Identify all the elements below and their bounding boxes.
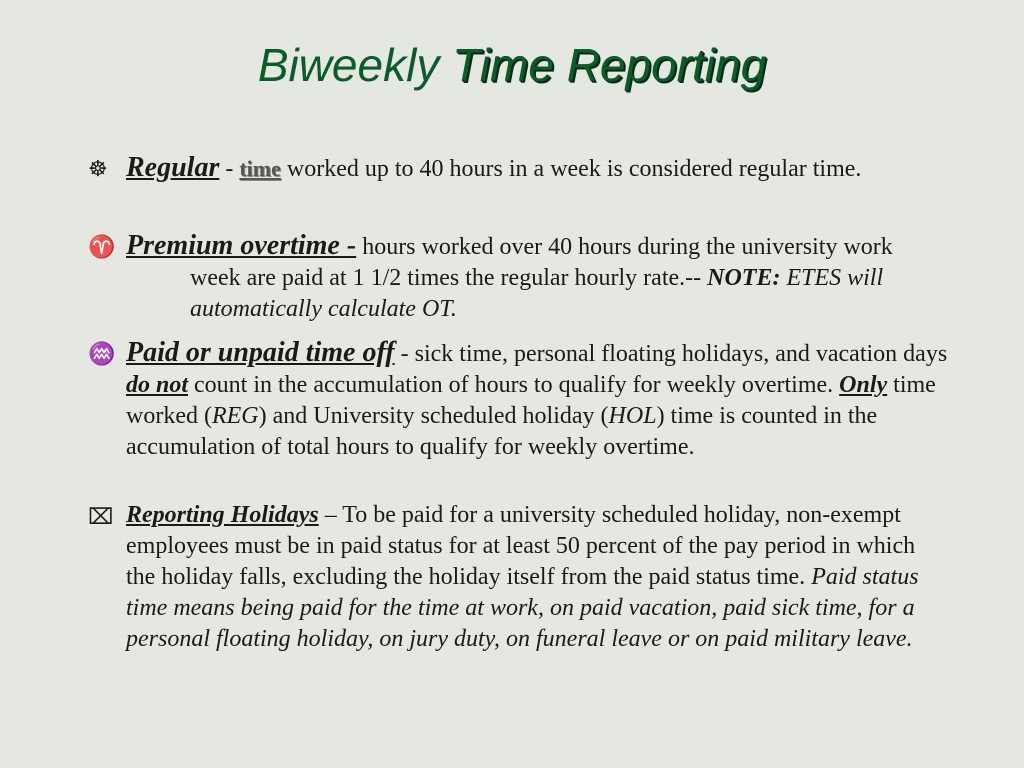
slide-title [0,38,1024,92]
time-off-text-4: ) and University scheduled holiday ( [258,403,609,429]
bullet-time-off-body [126,337,948,463]
bullet-reporting-holidays [88,500,948,655]
hol-code: HOL [608,403,657,429]
do-not-emphasis: do not [126,372,189,398]
bullet-premium-text: hours worked over 40 hours during the university work week are paid at 1 1/2 times the regular hourly rate.-- [190,234,893,291]
separator: - [219,156,240,182]
note-label: NOTE: [707,265,781,291]
bullet-regular-body [126,152,948,185]
time-off-text-5: ) time is counted in the accumulation of total hours to qualify for weekly overtime. [126,403,878,460]
note-text: ETES will automatically calculate OT. [190,265,884,322]
x-box-icon: ⌧ [88,504,114,529]
reg-code: REG [211,403,259,429]
only-emphasis: Only [839,372,888,398]
aquarius-icon: ♒ [88,341,116,366]
term-time-off: Paid or unpaid time off [126,337,395,368]
holidays-italic-text: Paid status time means being paid for the time at work, on paid vacation, paid sick time, for a personal floating holiday, on jury duty, on funeral leave or on paid military leave. [126,564,919,652]
term-premium-overtime: Premium overtime - [126,230,357,261]
separator: - [394,341,415,367]
time-word: time [239,156,281,181]
term-regular: Regular [126,152,220,183]
bullet-premium-overtime [88,230,948,325]
bullet-regular-text: worked up to 40 hours in a week is considered regular time. [280,156,862,182]
title-part-time-reporting: Time Reporting [452,39,767,91]
aries-icon: ♈ [88,234,116,259]
title-part-biweekly: Biweekly [257,39,453,91]
bullet-regular [88,152,948,185]
holidays-text: – To be paid for a university scheduled holiday, non-exempt employees must be in paid status for at least 50 percent of the pay period in which the holiday falls, excluding the holiday itself from the paid status time. [126,502,916,590]
bullet-holidays-body [126,500,948,655]
bullet-paid-unpaid-time-off [88,337,948,463]
time-off-text-3: time worked ( [126,372,936,429]
bullet-premium-body [126,230,948,325]
time-off-text-2: count in the accumulation of hours to qualify for weekly overtime. [188,372,840,398]
time-off-text-1: sick time, personal floating holidays, and vacation days [414,341,948,367]
wheel-icon: ☸ [88,156,108,181]
term-reporting-holidays: Reporting Holidays [126,502,319,528]
